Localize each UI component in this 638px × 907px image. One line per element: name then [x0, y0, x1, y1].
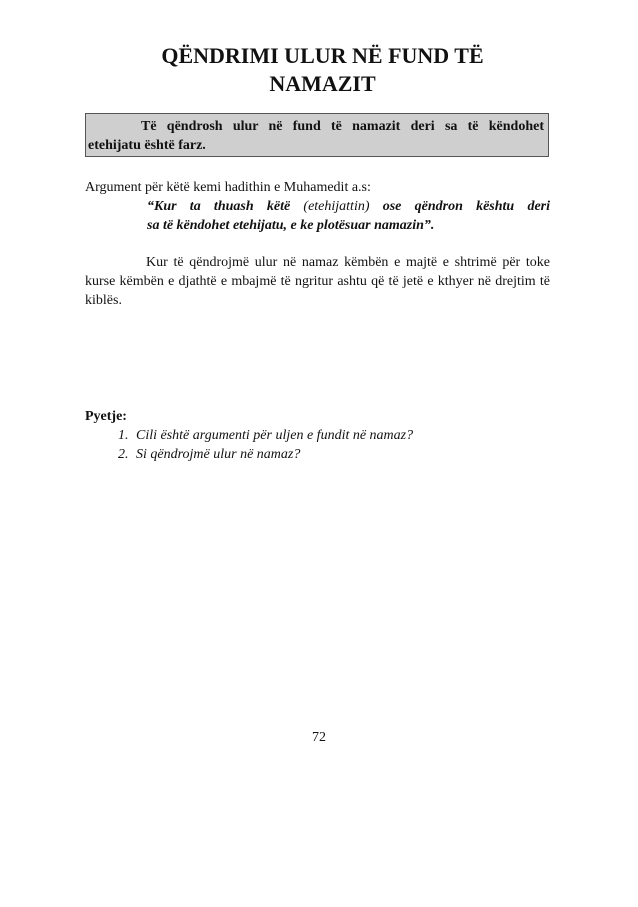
explanation-paragraph-text: Kur të qëndrojmë ulur në namaz këmbën e majtë e shtrimë për toke kurse këmbën e djathtë e mbajmë të ngritur ashtu që të jetë e kthyer në drejtim të kiblës.: [85, 255, 550, 308]
page-title: [100, 42, 545, 98]
questions-list: [118, 426, 413, 464]
hadith-quote-part-1: “Kur ta thuash këtë: [147, 199, 291, 214]
rule-box-line-2: etehijatu është farz.: [88, 138, 206, 153]
question-number: 1.: [118, 428, 129, 443]
question-text: Cili është argumenti për uljen e fundit në namaz?: [136, 428, 414, 443]
hadith-quote-line-2: sa të këndohet etehijatu, e ke plotësuar namazin”.: [147, 218, 435, 233]
page-title-line-2: NAMAZIT: [269, 71, 376, 96]
hadith-quote: [147, 197, 550, 235]
page-number: 72: [312, 730, 326, 745]
question-number: 2.: [118, 447, 129, 462]
question-text: Si qëndrojmë ulur në namaz?: [136, 447, 301, 462]
rule-box: [85, 113, 549, 157]
hadith-quote-part-2: ose qëndron kështu deri: [382, 199, 550, 214]
hadith-quote-term: (etehijattin): [303, 199, 370, 214]
page-title-line-1: QËNDRIMI ULUR NË FUND TË: [161, 43, 484, 68]
question-item: [118, 426, 413, 445]
rule-box-line-1: Të qëndrosh ulur në fund të namazit deri sa të këndohet: [141, 119, 544, 134]
explanation-paragraph: [85, 253, 550, 310]
intro-text: Argument për këtë kemi hadithin e Muhamedit a.s:: [85, 180, 371, 195]
hadith-quote-line-1: [147, 197, 550, 216]
questions-heading: Pyetje:: [85, 409, 127, 424]
question-item: [118, 445, 413, 464]
